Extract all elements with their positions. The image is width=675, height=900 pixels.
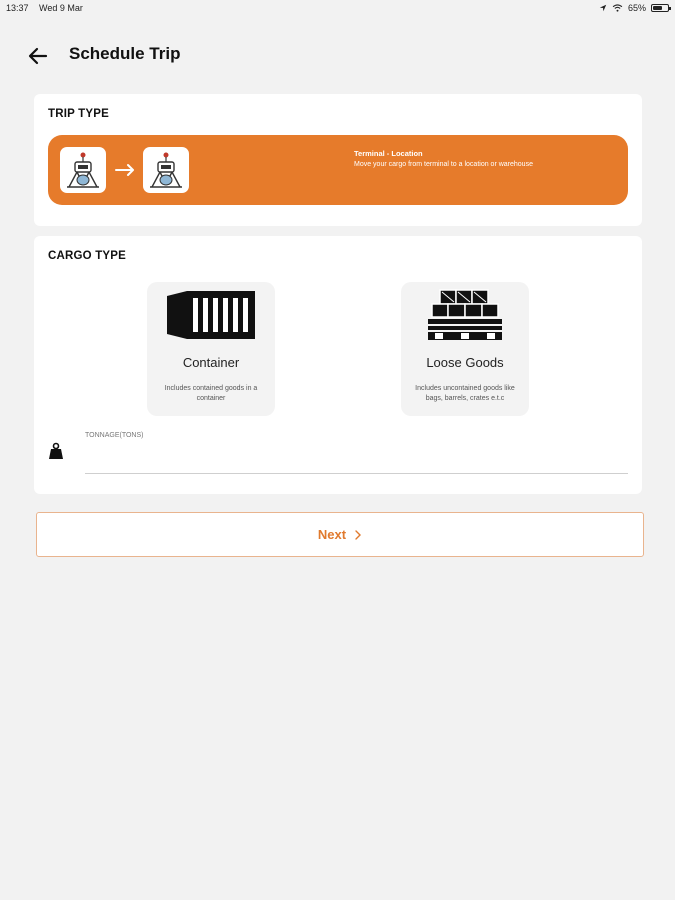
cargo-option-description: Includes contained goods in a container <box>164 385 258 402</box>
trip-option-terminal-location[interactable] <box>48 135 628 205</box>
arrow-right-icon <box>114 160 136 180</box>
arrow-left-icon[interactable] <box>26 44 50 68</box>
cargo-type-card <box>34 236 642 494</box>
cargo-option-name: Loose Goods <box>426 355 504 370</box>
cargo-option-container[interactable] <box>147 282 275 416</box>
port-crane-icon <box>60 147 106 193</box>
cargo-option-name: Container <box>182 355 240 370</box>
battery-icon <box>651 4 669 12</box>
status-bar <box>0 0 675 18</box>
chevron-right-icon <box>354 530 362 540</box>
wifi-icon <box>612 4 623 12</box>
status-time: 13:37 <box>6 3 29 13</box>
weight-icon <box>48 442 64 460</box>
trip-option-text <box>354 149 584 170</box>
cargo-option-description: Includes uncontained goods like bags, barrels, crates e.t.c <box>415 385 515 402</box>
tonnage-field <box>85 430 628 474</box>
status-date: Wed 9 Mar <box>39 3 83 13</box>
trip-option-title: Terminal - Location <box>354 149 423 158</box>
page-title: Schedule Trip <box>69 44 181 63</box>
header <box>0 36 675 76</box>
battery-percent: 65% <box>627 3 646 13</box>
shipping-container-icon <box>161 286 261 344</box>
next-button-label: Next <box>317 527 347 542</box>
tonnage-input[interactable] <box>85 448 628 470</box>
trip-type-card <box>34 94 642 226</box>
pallet-boxes-icon <box>415 286 515 344</box>
cargo-option-loose-goods[interactable] <box>401 282 529 416</box>
tonnage-label: TONNAGE(TONS) <box>85 432 144 439</box>
port-crane-icon <box>143 147 189 193</box>
location-icon <box>599 4 607 12</box>
next-button[interactable] <box>36 512 644 557</box>
trip-option-description: Move your cargo from terminal to a location or warehouse <box>354 161 533 168</box>
cargo-type-label: CARGO TYPE <box>48 250 127 262</box>
trip-type-label: TRIP TYPE <box>48 108 110 120</box>
